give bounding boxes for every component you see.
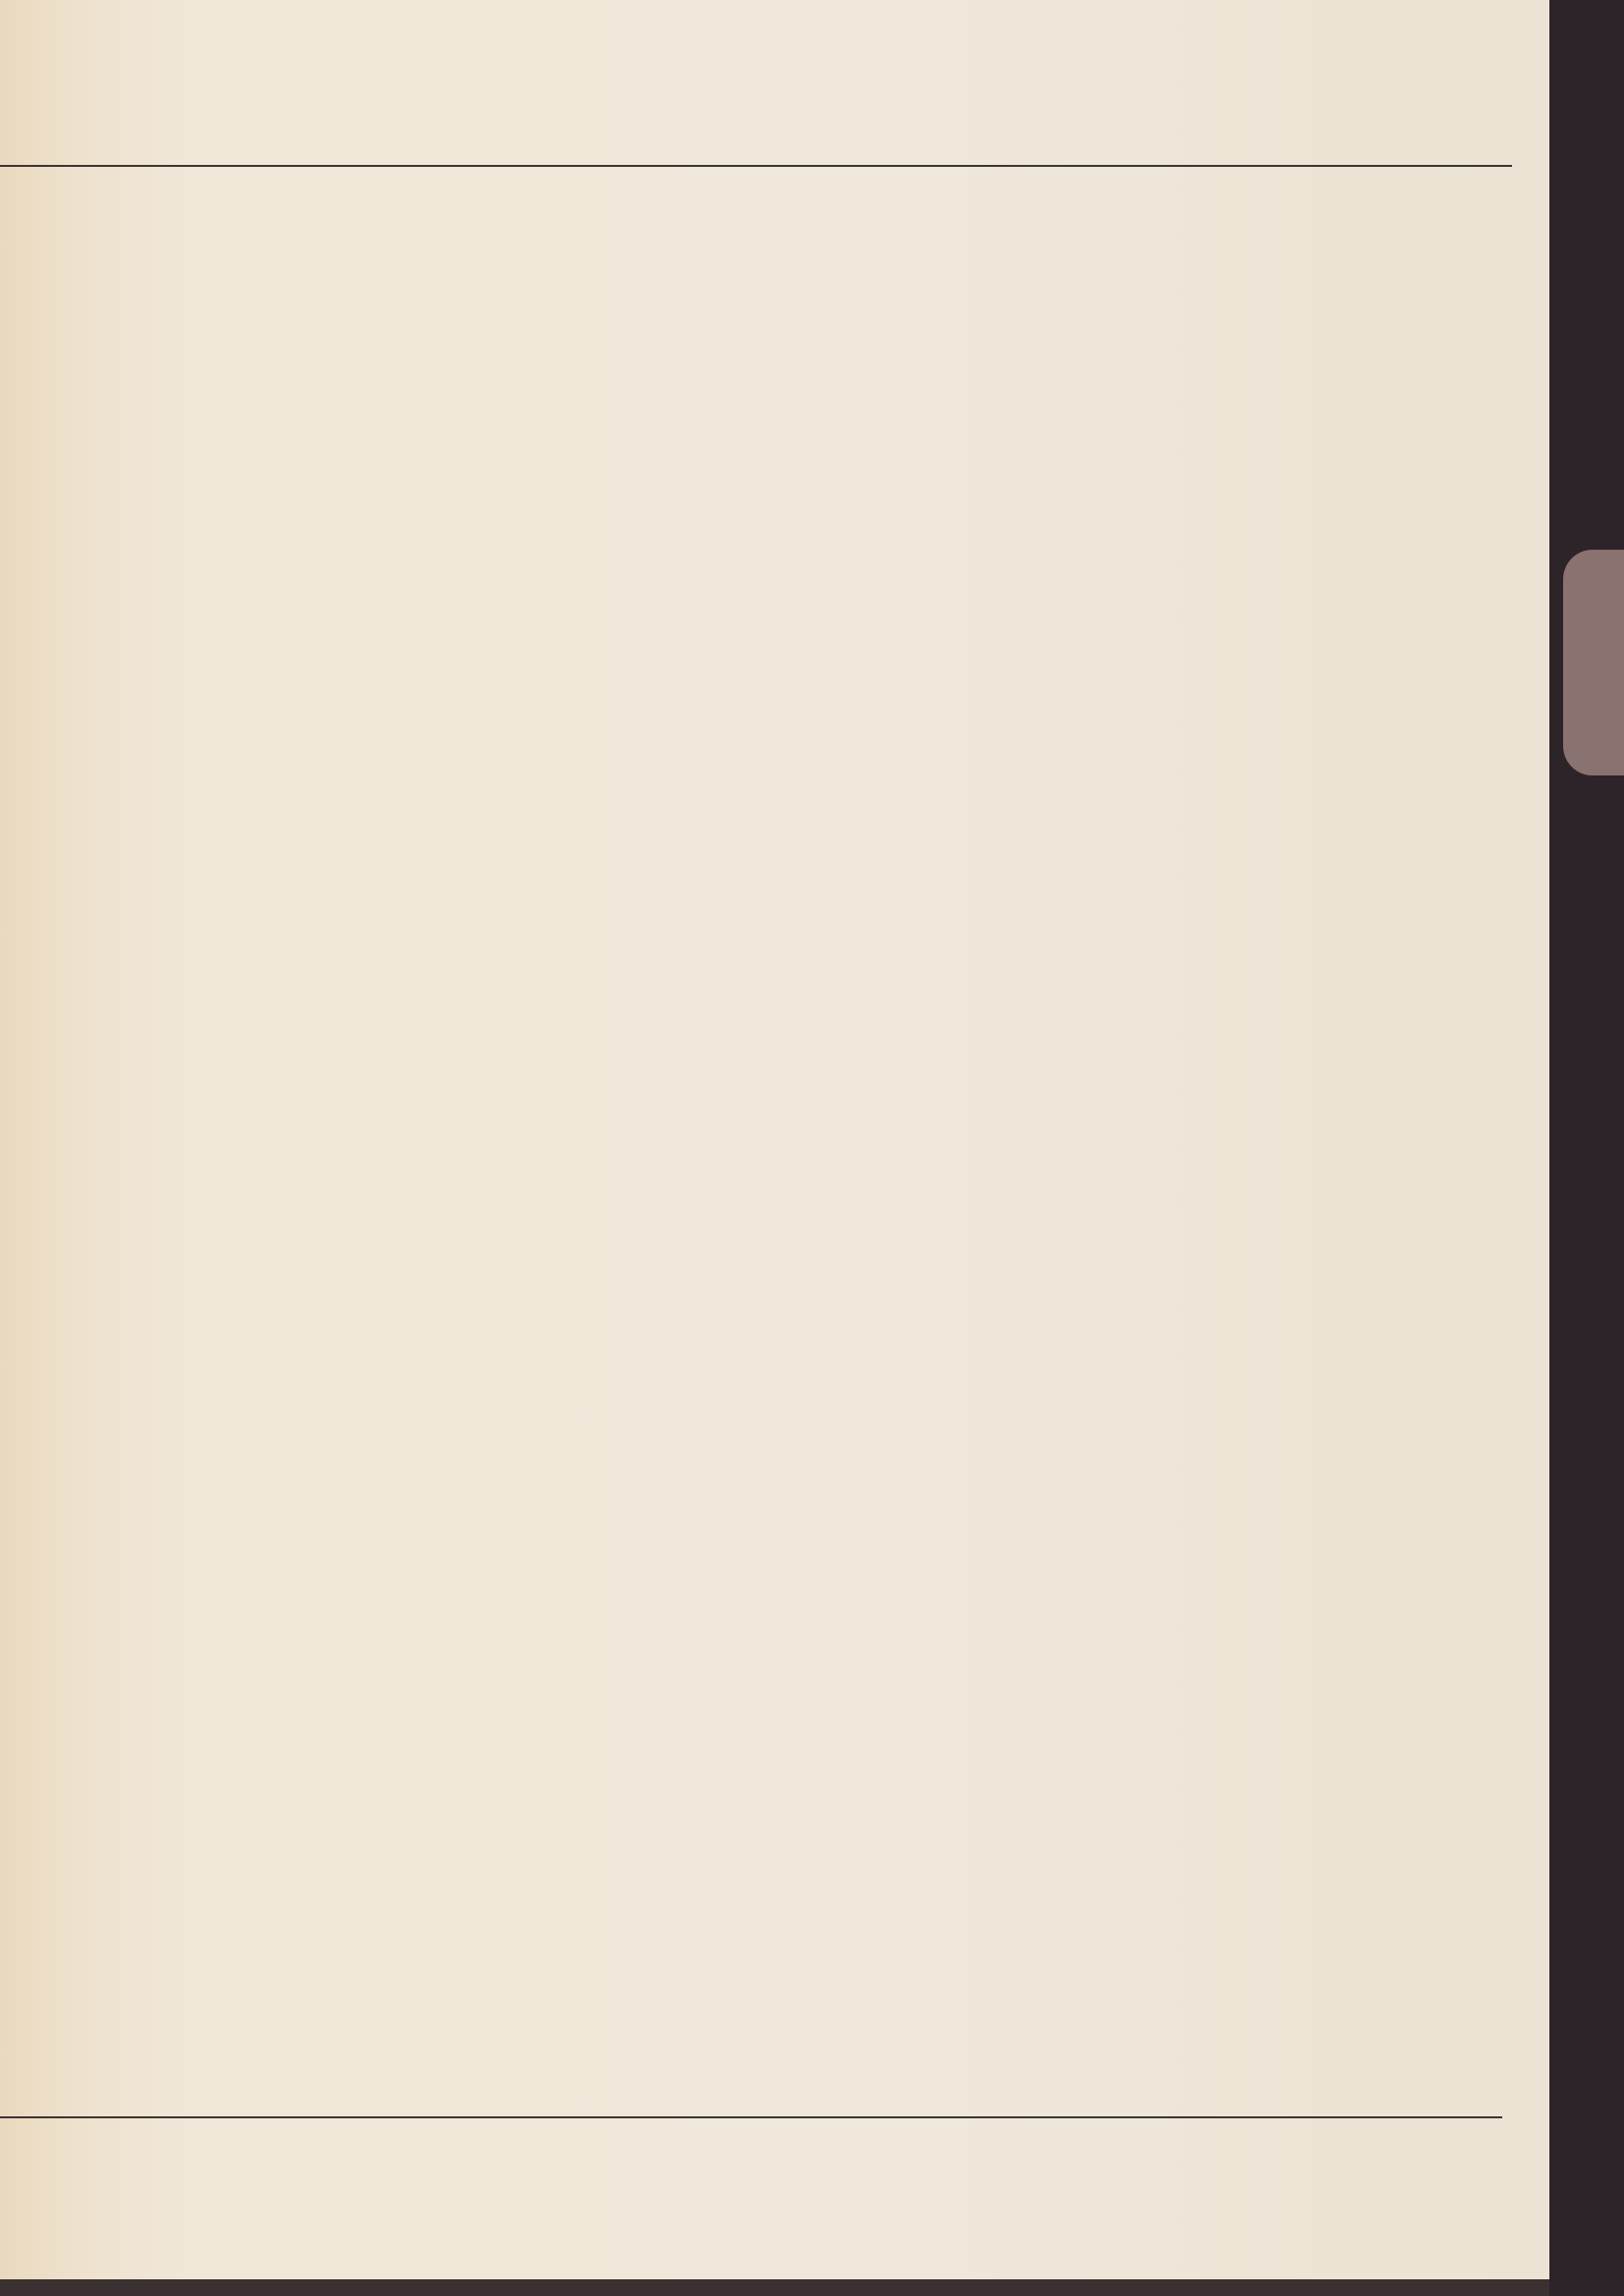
- page-edge-dark: [1549, 0, 1624, 2296]
- page-edge-shadow: [1563, 550, 1624, 775]
- page-bottom-edge: [0, 2279, 1549, 2296]
- bottom-rule: [0, 2116, 1502, 2118]
- top-rule: [0, 165, 1512, 167]
